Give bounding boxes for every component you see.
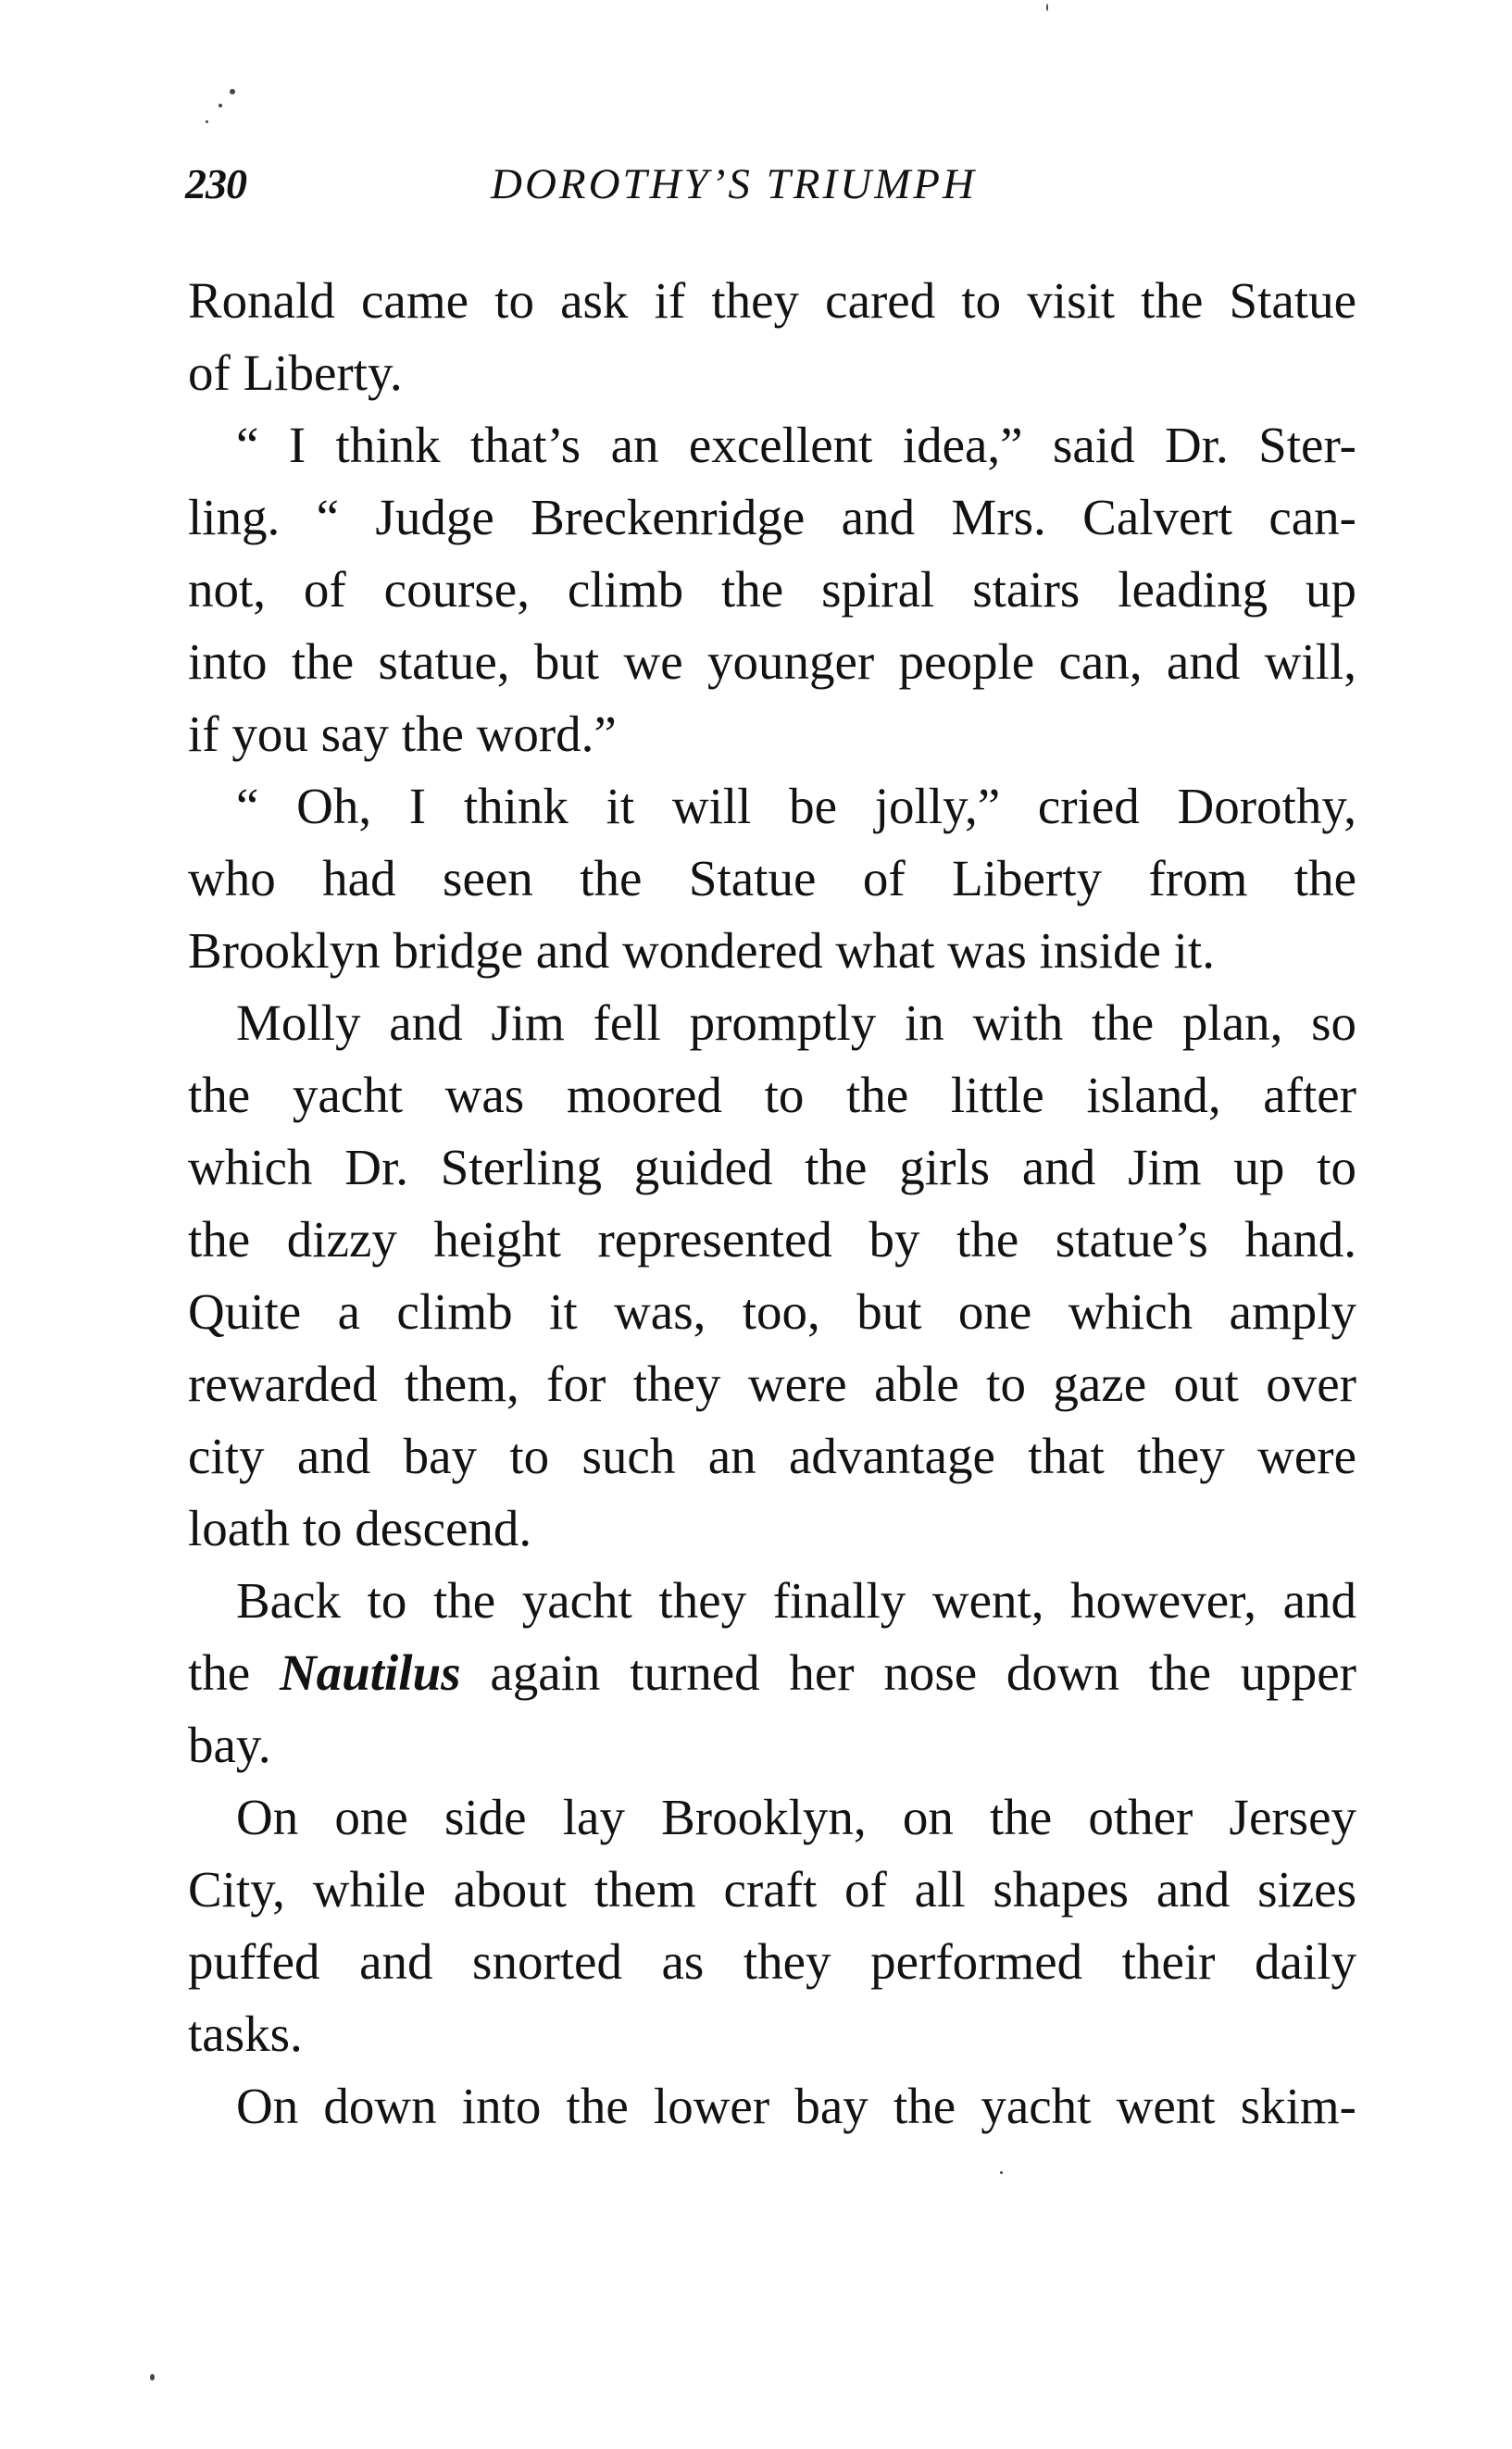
page-header (185, 159, 1361, 215)
scan-speck (206, 120, 208, 123)
text-line: City, while about them craft of all shapes and sizes (188, 1861, 1356, 1918)
scan-speck (230, 89, 235, 94)
text-line: of Liberty. (188, 344, 403, 401)
text-line: rewarded them, for they were able to gaze out over (188, 1356, 1356, 1412)
text-line: “ Oh, I think it will be jolly,” cried Dorothy, (236, 778, 1356, 834)
text-line: the yacht was moored to the little island, after (188, 1067, 1356, 1123)
text-line: loath to descend. (188, 1500, 532, 1556)
text-line: bay. (188, 1717, 271, 1773)
text-line: Brooklyn bridge and wondered what was inside it. (188, 922, 1215, 979)
text-line: “ I think that’s an excellent idea,” said Dr. Ster- (236, 417, 1356, 473)
scan-speck (150, 2374, 155, 2380)
scan-speck (1046, 4, 1048, 11)
text-line: On one side lay Brooklyn, on the other Jersey (236, 1789, 1356, 1845)
text-line: if you say the word.” (188, 706, 617, 762)
scan-speck (1000, 2171, 1003, 2174)
text-line: Molly and Jim fell promptly in with the plan, so (236, 994, 1356, 1051)
text-line: ling. “ Judge Breckenridge and Mrs. Calvert can- (188, 489, 1356, 545)
text-line: Quite a climb it was, too, but one which amply (188, 1283, 1356, 1340)
text-line: On down into the lower bay the yacht went skim- (236, 2078, 1356, 2134)
text-line: city and bay to such an advantage that they were (188, 1428, 1356, 1484)
text-line: puffed and snorted as they performed their daily (188, 1933, 1356, 1990)
text-line: into the statue, but we younger people can, and will, (188, 633, 1356, 690)
text-line: which Dr. Sterling guided the girls and Jim up to (188, 1139, 1356, 1195)
body-text (188, 265, 1356, 2143)
scan-speck (219, 104, 222, 107)
page-number: 230 (185, 160, 246, 207)
running-head: DOROTHY’S TRIUMPH (491, 160, 977, 208)
text-line: not, of course, climb the spiral stairs leading up (188, 561, 1356, 618)
text-line: tasks. (188, 2005, 303, 2062)
text-line-with-italic: the Nautilus again turned her nose down the upper (188, 1644, 1356, 1701)
text-line: who had seen the Statue of Liberty from the (188, 850, 1356, 906)
text-line: the dizzy height represented by the statue’s hand. (188, 1211, 1356, 1268)
text-line: Back to the yacht they finally went, however, and (236, 1572, 1356, 1629)
ship-name-italic: Nautilus (279, 1644, 461, 1701)
text-line: Ronald came to ask if they cared to visit the Statue (188, 272, 1356, 329)
